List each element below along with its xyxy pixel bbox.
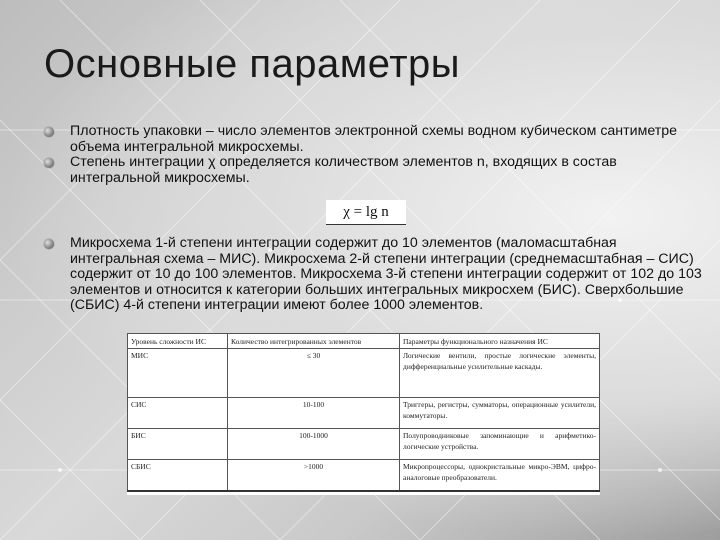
table-cell-count: >1000 <box>228 460 400 492</box>
table-cell-function: Логические вентили, простые логические элементы, дифференциальные усилительные каскады. <box>400 349 600 398</box>
bullet-icon <box>44 239 54 249</box>
table-header-row <box>128 334 600 349</box>
table-cell-level: БИС <box>128 429 228 460</box>
table-cell-level: СБИС <box>128 460 228 492</box>
table-row <box>128 398 600 429</box>
table-row <box>128 429 600 460</box>
table-cell-function: Полупроводниковые запоминающие и арифметико-логические устройства. <box>400 429 600 460</box>
table-cell-level: СИС <box>128 398 228 429</box>
formula: χ = lg n <box>326 200 406 225</box>
page-title: Основные параметры <box>44 42 461 86</box>
table-row <box>128 460 600 492</box>
bullet-integration-degree <box>44 155 684 186</box>
bullet-icon <box>44 127 54 137</box>
table-cell-function: Триггеры, регистры, сумматоры, операционные усилители, коммутаторы. <box>400 398 600 429</box>
table-header: Уровень сложности ИС <box>128 334 228 349</box>
table-cell-count: 100-1000 <box>228 429 400 460</box>
bullet-icon <box>44 158 54 168</box>
table-header: Параметры функционального назначения ИС <box>400 334 600 349</box>
bullet-text: Степень интеграции χ определяется количеством элементов n, входящих в состав интегральной микросхемы. <box>70 154 617 186</box>
bullet-packing-density <box>44 124 684 155</box>
bullet-text: Плотность упаковки – число элементов электронной схемы водном кубическом сантиметре объема интегральной микросхемы. <box>70 123 678 155</box>
table-cell-count: 10-100 <box>228 398 400 429</box>
bullet-integration-levels <box>44 236 710 314</box>
table-cell-level: МИС <box>128 349 228 398</box>
table-cell-function: Микропроцессоры, однокристальные микро-ЭВМ, цифро-аналоговые преобразователи. <box>400 460 600 492</box>
table-cell-count: ≤ 30 <box>228 349 400 398</box>
ic-levels-table <box>127 333 600 495</box>
table-row <box>128 349 600 398</box>
bullet-text: Микросхема 1-й степени интеграции содержит до 10 элементов (маломасштабная интегральная схема – МИС). Микросхема 2-й степени интеграции (среднемасштабная – СИС) содержит от 10 до 100 элементов. Микросхема 3-й степени интеграции содержит от 102 до 103 элементов и относится к категории больших интегральных микросхем (БИС). Сверхбольшие (СБИС) 4-й степени интеграции имеют более 1000 элементов. <box>70 235 702 313</box>
table-header: Количество интегрированных элементов <box>228 334 400 349</box>
bullet-list <box>44 124 684 186</box>
